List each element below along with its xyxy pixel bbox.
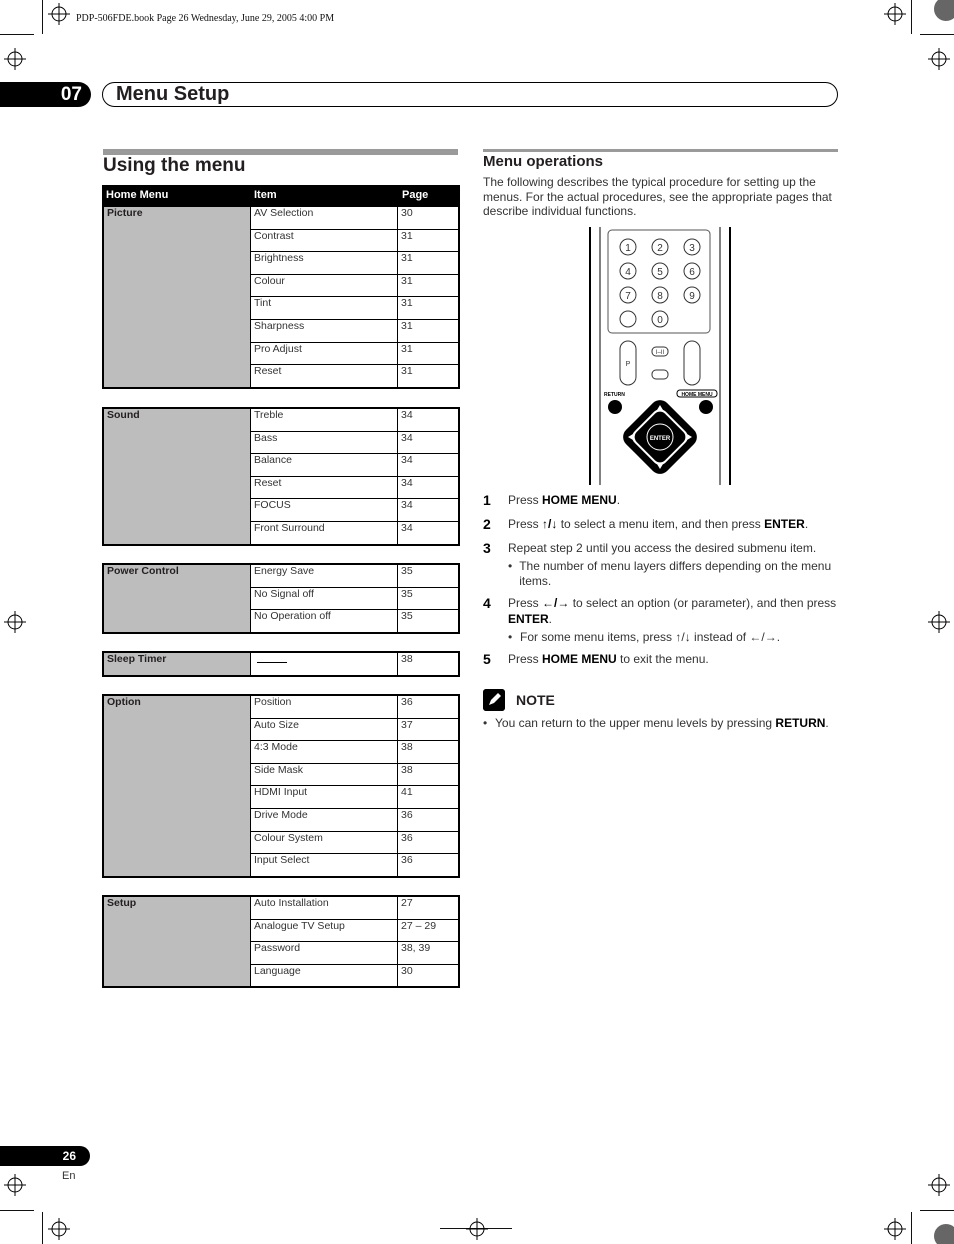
menu-group-picture — [102, 205, 460, 389]
registration-mark-icon — [884, 3, 906, 25]
page-ref: 31 — [398, 319, 460, 342]
step-3-note: • The number of menu layers differs depending on the menu items. — [508, 559, 832, 588]
registration-mark-icon — [48, 1218, 70, 1240]
page-ref: 34 — [398, 521, 460, 544]
menu-group-setup — [102, 895, 460, 988]
item-label: No Operation off — [251, 610, 398, 633]
operations-title: Menu operations — [483, 153, 604, 170]
menu-table-header — [102, 185, 460, 205]
item-label: Balance — [251, 454, 398, 477]
page-ref: 34 — [398, 408, 460, 431]
page-ref: 27 – 29 — [398, 919, 460, 942]
operations-intro: The following describes the typical procedure for setting up the menus. For the actual procedures, see the appropriate pages that describe individual functions. — [483, 175, 832, 218]
item-label: Reset — [251, 365, 398, 388]
page-ref: 36 — [398, 808, 460, 831]
item-label: FOCUS — [251, 499, 398, 522]
item-label: Energy Save — [251, 564, 398, 587]
step-number: 5 — [483, 651, 491, 667]
registration-mark-icon — [928, 48, 950, 70]
note-pencil-icon — [483, 689, 505, 711]
registration-mark-icon — [4, 1174, 26, 1196]
item-label: Sharpness — [251, 319, 398, 342]
key-3: 3 — [689, 243, 695, 254]
item-label: Brightness — [251, 252, 398, 275]
item-label: HDMI Input — [251, 786, 398, 809]
page-ref: 31 — [398, 342, 460, 365]
item-label: Auto Size — [251, 718, 398, 741]
step-2 — [483, 516, 843, 532]
key-9: 9 — [689, 291, 695, 302]
key-7: 7 — [625, 291, 631, 302]
key-2: 2 — [657, 243, 663, 254]
registration-mark-icon — [4, 48, 26, 70]
item-label: Auto Installation — [251, 896, 398, 919]
page-ref: 30 — [398, 206, 460, 229]
group-label: Setup — [103, 896, 251, 987]
registration-mark-icon — [4, 611, 26, 633]
step-number: 3 — [483, 540, 491, 556]
item-label: Input Select — [251, 854, 398, 877]
column-header-home-menu: Home Menu — [102, 185, 250, 205]
page-ref: 36 — [398, 854, 460, 877]
item-label: AV Selection — [251, 206, 398, 229]
item-label: Drive Mode — [251, 808, 398, 831]
column-header-page: Page — [398, 185, 460, 205]
page-ref: 34 — [398, 431, 460, 454]
home-menu-key-label: HOME MENU — [681, 392, 713, 398]
color-bar-mark-icon — [932, 0, 954, 22]
color-bar-mark-icon — [932, 1222, 954, 1244]
page-ref: 38, 39 — [398, 942, 460, 965]
item-label: Language — [251, 964, 398, 987]
registration-mark-icon — [928, 1174, 950, 1196]
page-ref: 31 — [398, 229, 460, 252]
step-text: Press HOME MENU to exit the menu. — [508, 652, 709, 666]
p-key-label: P — [625, 361, 631, 368]
table-row — [103, 206, 459, 229]
page-ref: 34 — [398, 476, 460, 499]
key-6: 6 — [689, 267, 695, 278]
page-ref: 36 — [398, 831, 460, 854]
page-ref: 34 — [398, 499, 460, 522]
page-ref: 36 — [398, 695, 460, 718]
table-row — [103, 652, 459, 676]
menu-group-sleep-timer — [102, 651, 460, 677]
group-label: Sound — [103, 408, 251, 545]
group-label: Sleep Timer — [103, 652, 251, 676]
note-label: NOTE — [516, 692, 555, 708]
step-text: Press HOME MENU. — [508, 493, 621, 507]
registration-mark-icon — [884, 1218, 906, 1240]
file-header: PDP-506FDE.book Page 26 Wednesday, June 29, 2005 4:00 PM — [76, 13, 335, 24]
page-ref: 38 — [398, 763, 460, 786]
menu-group-sound — [102, 407, 460, 546]
page-ref: 27 — [398, 896, 460, 919]
item-label: Front Surround — [251, 521, 398, 544]
section-title: Using the menu — [103, 155, 246, 176]
ii-key-label: I–II — [655, 350, 665, 356]
steps-list — [483, 492, 843, 675]
page-ref: 38 — [398, 741, 460, 764]
item-label: Side Mask — [251, 763, 398, 786]
page-ref: 35 — [398, 587, 460, 610]
step-4-note: • For some menu items, press ↑/↓ instead of ←/→. — [508, 630, 781, 644]
page-ref: 37 — [398, 718, 460, 741]
step-text: Press ←/→ to select an option (or parameter), and then press ENTER. — [508, 596, 837, 626]
note-text: • You can return to the upper menu levels by pressing RETURN. — [483, 716, 829, 730]
step-4 — [483, 595, 843, 627]
group-label: Option — [103, 695, 251, 877]
dash-line — [257, 662, 287, 663]
column-header-item: Item — [250, 185, 398, 205]
item-label: Colour — [251, 274, 398, 297]
return-key-label: RETURN — [604, 392, 625, 398]
item-label-dash — [251, 652, 398, 676]
menu-group-power-control — [102, 563, 460, 634]
remote-control-illustration — [588, 227, 733, 487]
page-number: 26 — [0, 1146, 90, 1166]
step-number: 1 — [483, 492, 491, 508]
key-4: 4 — [625, 267, 631, 278]
menu-group-option — [102, 694, 460, 878]
page-ref: 31 — [398, 297, 460, 320]
item-label: Tint — [251, 297, 398, 320]
page-ref: 38 — [398, 652, 460, 676]
enter-key-label: ENTER — [649, 436, 671, 442]
page-ref: 30 — [398, 964, 460, 987]
page-ref: 41 — [398, 786, 460, 809]
language-code: En — [62, 1170, 76, 1182]
page-ref: 35 — [398, 610, 460, 633]
registration-mark-icon — [928, 611, 950, 633]
registration-mark-icon — [466, 1218, 488, 1240]
step-text: Repeat step 2 until you access the desired submenu item. — [508, 541, 817, 555]
table-row — [103, 564, 459, 587]
item-label: Contrast — [251, 229, 398, 252]
page-ref: 31 — [398, 365, 460, 388]
item-label: Analogue TV Setup — [251, 919, 398, 942]
key-8: 8 — [657, 291, 663, 302]
item-label: Password — [251, 942, 398, 965]
page-ref: 31 — [398, 274, 460, 297]
item-label: Pro Adjust — [251, 342, 398, 365]
group-label: Power Control — [103, 564, 251, 633]
item-label: Colour System — [251, 831, 398, 854]
step-1 — [483, 492, 843, 508]
step-3 — [483, 540, 843, 556]
chapter-number: 07 — [0, 82, 91, 107]
group-label: Picture — [103, 206, 251, 388]
step-text: Press ↑/↓ to select a menu item, and then press ENTER. — [508, 517, 809, 531]
arrow-left-right-icon: ←/→ — [542, 596, 570, 610]
page-ref: 35 — [398, 564, 460, 587]
step-5 — [483, 651, 843, 667]
item-label: No Signal off — [251, 587, 398, 610]
key-0: 0 — [657, 315, 663, 326]
registration-mark-icon — [48, 3, 70, 25]
table-row — [103, 408, 459, 431]
item-label: Bass — [251, 431, 398, 454]
item-label: Reset — [251, 476, 398, 499]
step-number: 4 — [483, 595, 491, 611]
note-heading — [483, 689, 555, 711]
key-5: 5 — [657, 267, 663, 278]
table-row — [103, 896, 459, 919]
item-label: 4:3 Mode — [251, 741, 398, 764]
step-number: 2 — [483, 516, 491, 532]
arrow-up-down-icon: ↑/↓ — [542, 517, 558, 531]
chapter-title: Menu Setup — [102, 82, 838, 107]
page-ref: 34 — [398, 454, 460, 477]
item-label: Treble — [251, 408, 398, 431]
table-row — [103, 695, 459, 718]
key-1: 1 — [625, 243, 631, 254]
operations-rule — [483, 149, 838, 152]
item-label: Position — [251, 695, 398, 718]
page-ref: 31 — [398, 252, 460, 275]
